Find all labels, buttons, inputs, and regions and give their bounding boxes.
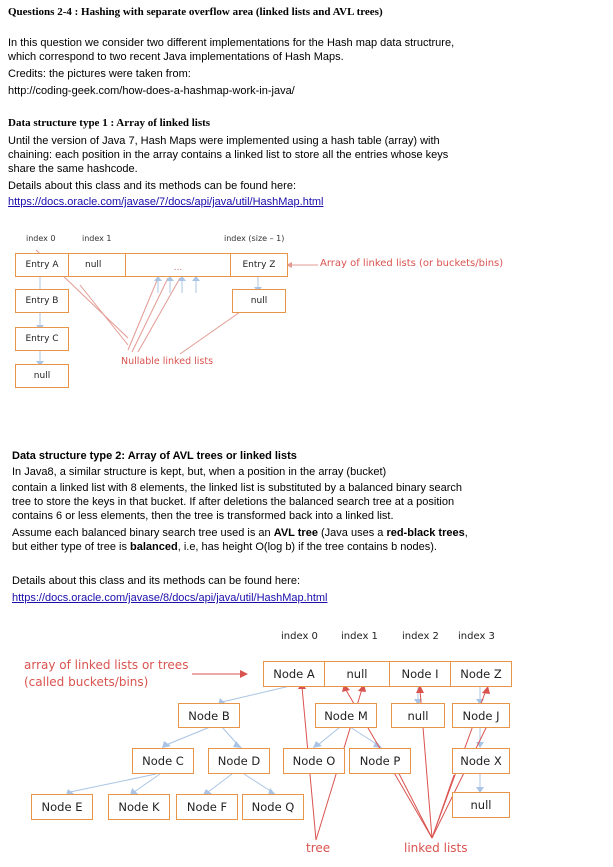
d2-node-q: Node Q: [242, 794, 304, 820]
d2-node-k: Node K: [108, 794, 170, 820]
type1-details: Details about this class and its methods can be found here:: [8, 180, 297, 192]
page-title: Questions 2-4 : Hashing with separate overflow area (linked lists and AVL trees): [8, 6, 383, 18]
type1-line-3: share the same hashcode.: [8, 163, 138, 175]
type2-line-1: In Java8, a similar structure is kept, but, when a position in the array (bucket): [12, 466, 387, 478]
intro-line-1: In this question we consider two different implementations for the Hash map data structrure,: [8, 37, 455, 49]
type1-link[interactable]: https://docs.oracle.com/javase/7/docs/api/java/util/HashMap.html: [8, 196, 324, 208]
intro-line-2: which correspond to two recent Java implementations of Hash Maps.: [8, 51, 344, 63]
type2-details: Details about this class and its methods can be found here:: [12, 575, 301, 587]
d2-node-x: Node X: [452, 748, 510, 774]
d1-entry-c: Entry C: [15, 327, 69, 351]
d2-index-1: index 1: [341, 631, 378, 642]
d1-null-c: null: [15, 364, 69, 388]
d1-index-0: index 0: [26, 234, 56, 243]
intro-credits: Credits: the pictures were taken from:: [8, 68, 191, 80]
d2-node-i: Node I: [389, 661, 451, 687]
d1-entry-z: Entry Z: [230, 253, 288, 277]
type1-title: Data structure type 1 : Array of linked lists: [8, 117, 211, 129]
intro-url: http://coding-geek.com/how-does-a-hashmap-work-in-java/: [8, 85, 295, 97]
d1-entry-a: Entry A: [15, 253, 69, 277]
type2-line-3: tree to store the keys in that bucket. If after deletions the balanced search tree at a position: [12, 496, 455, 508]
d2-index-2: index 2: [402, 631, 439, 642]
d1-entry-b: Entry B: [15, 289, 69, 313]
d1-index-1: index 1: [82, 234, 112, 243]
d1-index-last: index (size – 1): [224, 234, 285, 243]
d2-null-1: null: [324, 661, 390, 687]
d1-array-label: Array of linked lists (or buckets/bins): [320, 258, 504, 269]
d1-null-z: null: [232, 289, 286, 313]
type2-title: Data structure type 2: Array of AVL trees or linked lists: [12, 450, 297, 462]
type2-link[interactable]: https://docs.oracle.com/javase/8/docs/api/java/util/HashMap.html: [12, 592, 328, 604]
type2-line-5: Assume each balanced binary search tree used is an AVL tree (Java uses a red-black trees,: [12, 527, 468, 539]
d2-linked-lists-label: linked lists: [404, 841, 468, 855]
d2-node-o: Node O: [283, 748, 345, 774]
d2-node-m: Node M: [315, 703, 377, 728]
type1-line-1: Until the version of Java 7, Hash Maps were implemented using a hash table (array) with: [8, 135, 440, 147]
type2-line-6: but either type of tree is balanced, i.e, has height O(log b) if the tree contains b nodes).: [12, 541, 437, 553]
d2-array-label-1: array of linked lists or trees: [24, 658, 189, 672]
d2-node-z: Node Z: [450, 661, 512, 687]
d2-node-d: Node D: [208, 748, 270, 774]
d2-index-3: index 3: [458, 631, 495, 642]
type1-line-2: chaining: each position in the array contains a linked list to store all the entries whose keys: [8, 149, 449, 161]
d2-node-a: Node A: [263, 661, 325, 687]
type2-line-2: contain a linked list with 8 elements, the linked list is substituted by a balanced binary search: [12, 482, 463, 494]
d2-node-b: Node B: [178, 703, 240, 728]
d2-null-3: null: [452, 792, 510, 818]
d2-array-label-2: (called buckets/bins): [24, 675, 149, 689]
d1-nullable-label: Nullable linked lists: [121, 356, 214, 367]
d1-dots: ...: [125, 253, 231, 277]
type2-line-4: contains 6 or less elements, then the tree is transformed back into a linked list.: [12, 510, 394, 522]
d1-null-1: null: [68, 253, 126, 277]
d2-node-j: Node J: [452, 703, 510, 728]
d2-node-f: Node F: [176, 794, 238, 820]
d2-node-p: Node P: [349, 748, 411, 774]
d2-node-e: Node E: [31, 794, 93, 820]
d2-tree-label: tree: [306, 841, 331, 855]
d2-index-0: index 0: [281, 631, 318, 642]
d2-null-2: null: [391, 703, 445, 728]
d2-node-c: Node C: [132, 748, 194, 774]
